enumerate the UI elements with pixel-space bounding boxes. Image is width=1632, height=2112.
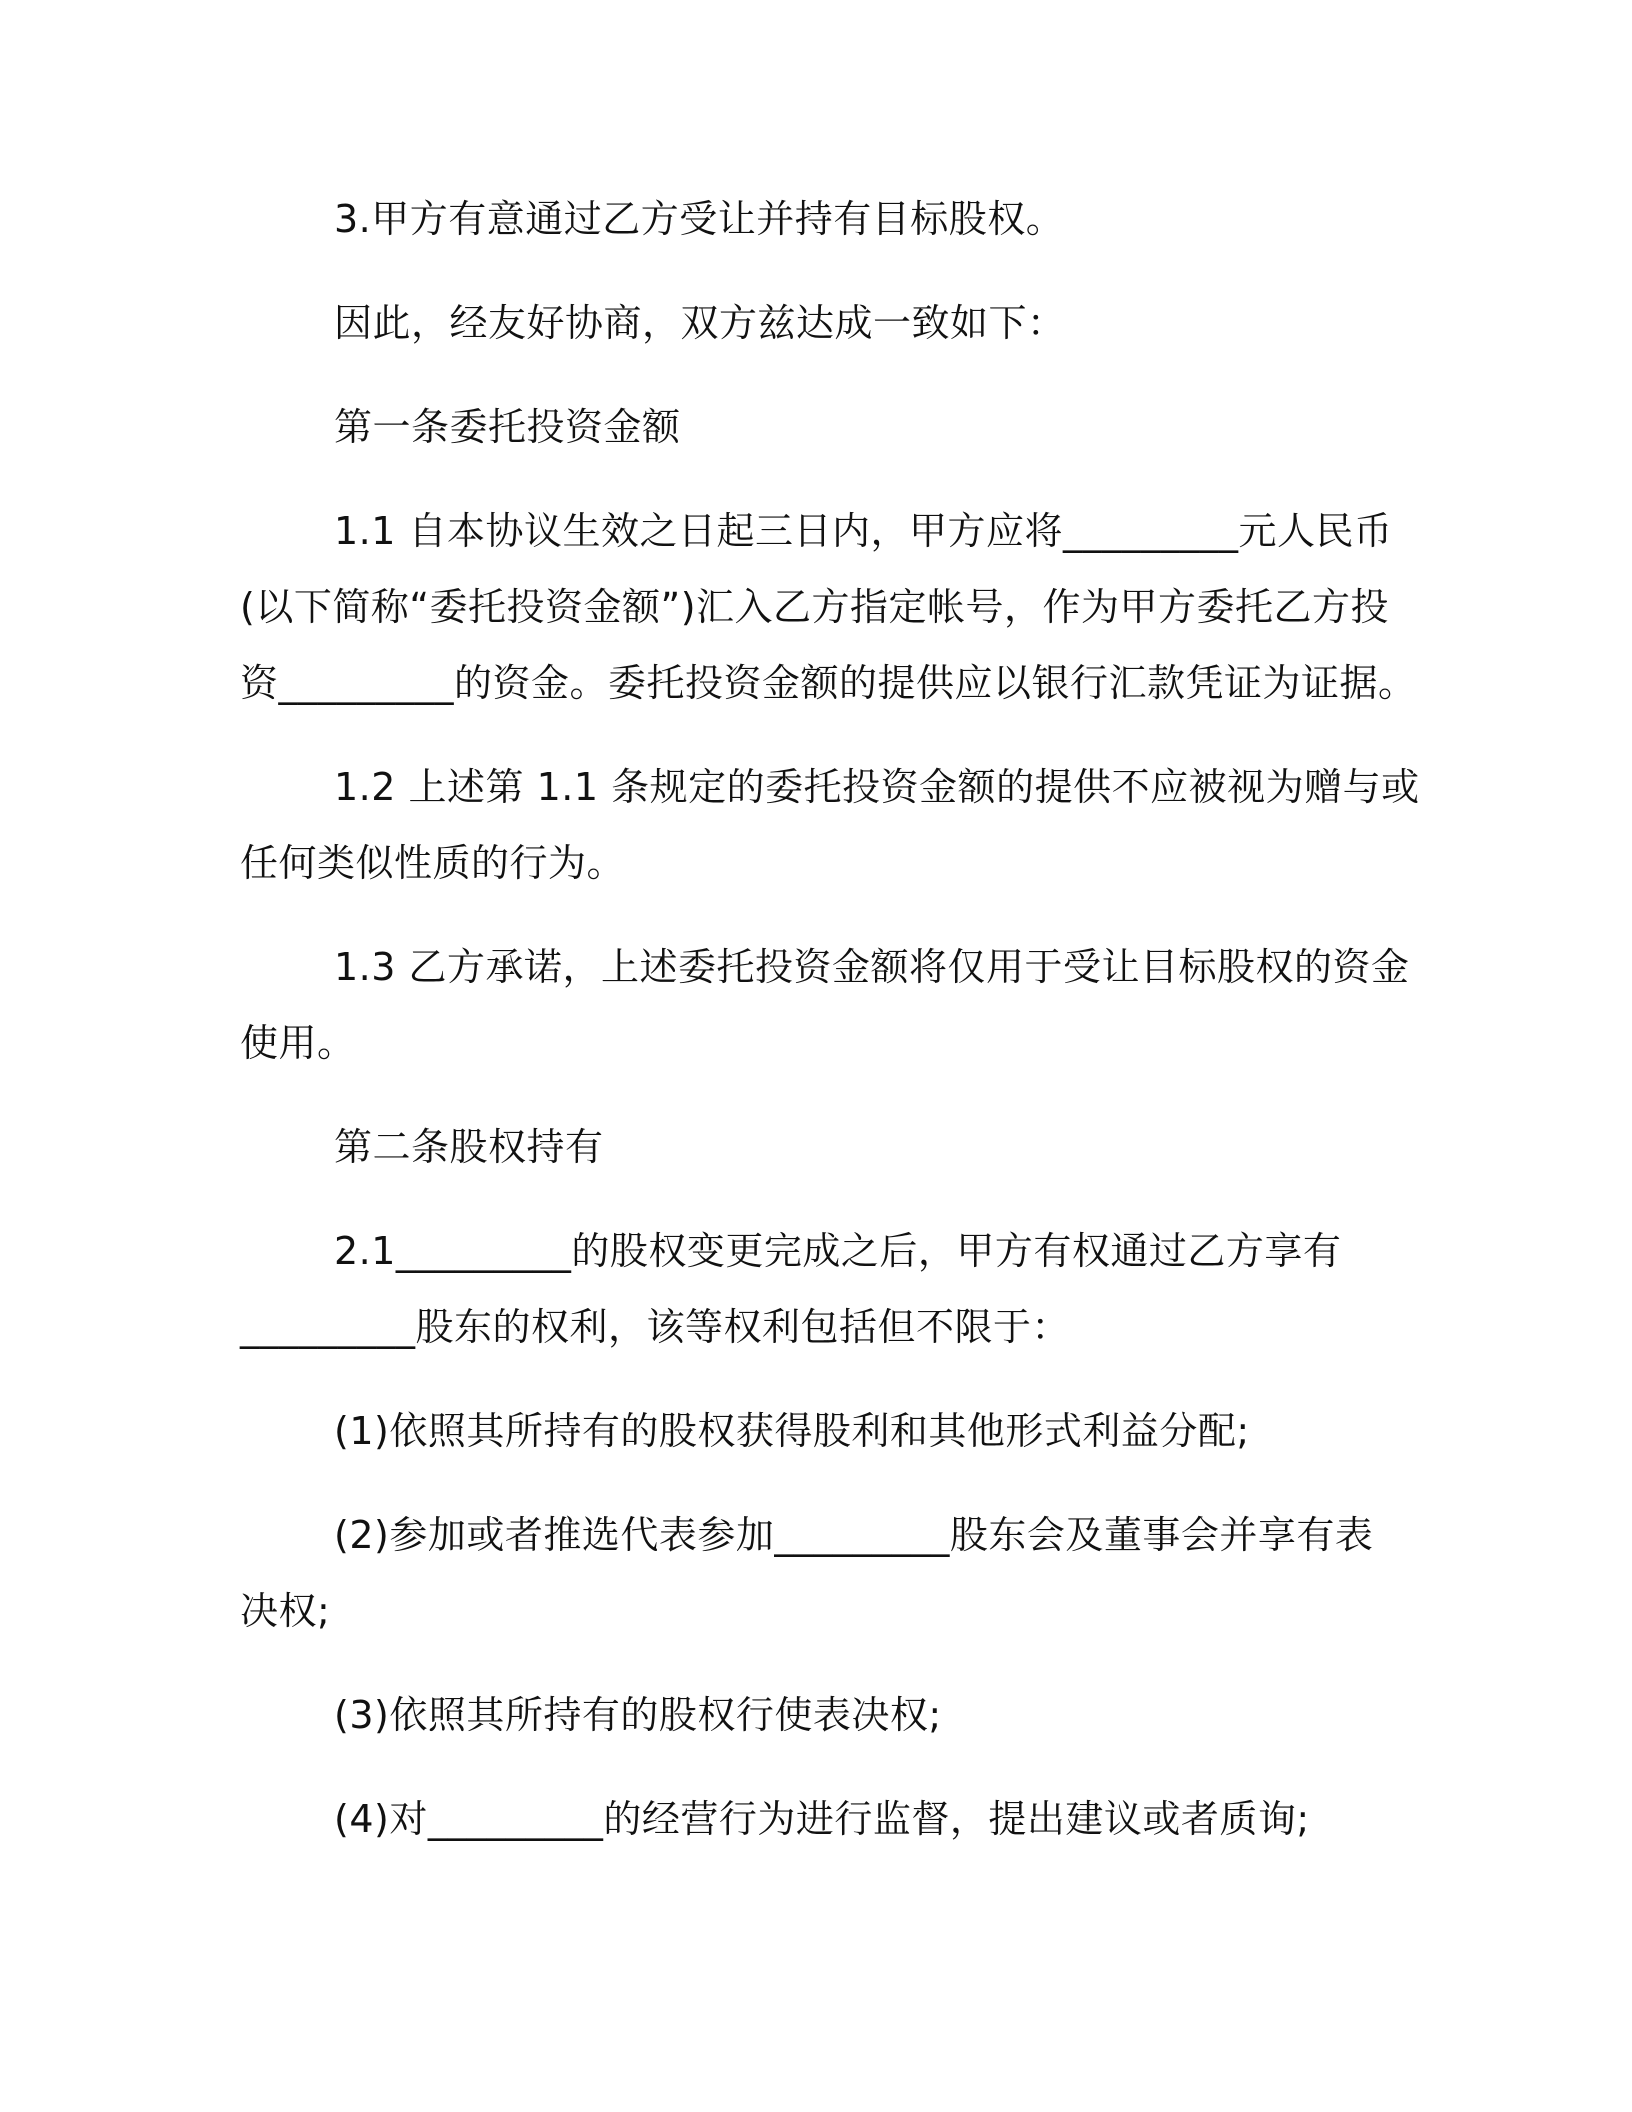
right-item-2-line-1: (2)参加或者推选代表参加_________股东会及董事会并享有表 [334,1513,1374,1557]
clause-1-3-line-1: 1.3 乙方承诺，上述委托投资金额将仅用于受让目标股权的资金 [334,945,1410,989]
clause-2-1-line-2: _________股东的权利，该等权利包括但不限于： [240,1305,1071,1349]
clause-3-line: 3.甲方有意通过乙方受让并持有目标股权。 [334,197,1065,241]
right-item-3: (3)依照其所持有的股权行使表决权; [334,1693,942,1737]
right-item-1: (1)依照其所持有的股权获得股利和其他形式利益分配; [334,1409,1250,1453]
article-1-heading: 第一条委托投资金额 [334,405,681,449]
clause-1-1-line-3: 资_________的资金。委托投资金额的提供应以银行汇款凭证为证据。 [240,661,1417,705]
clause-1-2-line-1: 1.2 上述第 1.1 条规定的委托投资金额的提供不应被视为赠与或 [334,765,1420,809]
clause-2-1-line-1: 2.1_________的股权变更完成之后，甲方有权通过乙方享有 [334,1229,1342,1273]
right-item-2-line-2: 决权; [240,1589,331,1633]
clause-1-2-line-2: 任何类似性质的行为。 [240,841,626,885]
agreement-intro-line: 因此，经友好协商，双方兹达成一致如下： [334,301,1066,345]
clause-1-1-line-2: (以下简称“委托投资金额”)汇入乙方指定帐号，作为甲方委托乙方投 [240,585,1390,629]
article-2-heading: 第二条股权持有 [334,1125,604,1169]
clause-1-1-line-1: 1.1 自本协议生效之日起三日内，甲方应将_________元人民币 [334,509,1393,553]
right-item-4: (4)对_________的经营行为进行监督，提出建议或者质询; [334,1797,1310,1841]
clause-1-3-line-2: 使用。 [240,1021,356,1065]
